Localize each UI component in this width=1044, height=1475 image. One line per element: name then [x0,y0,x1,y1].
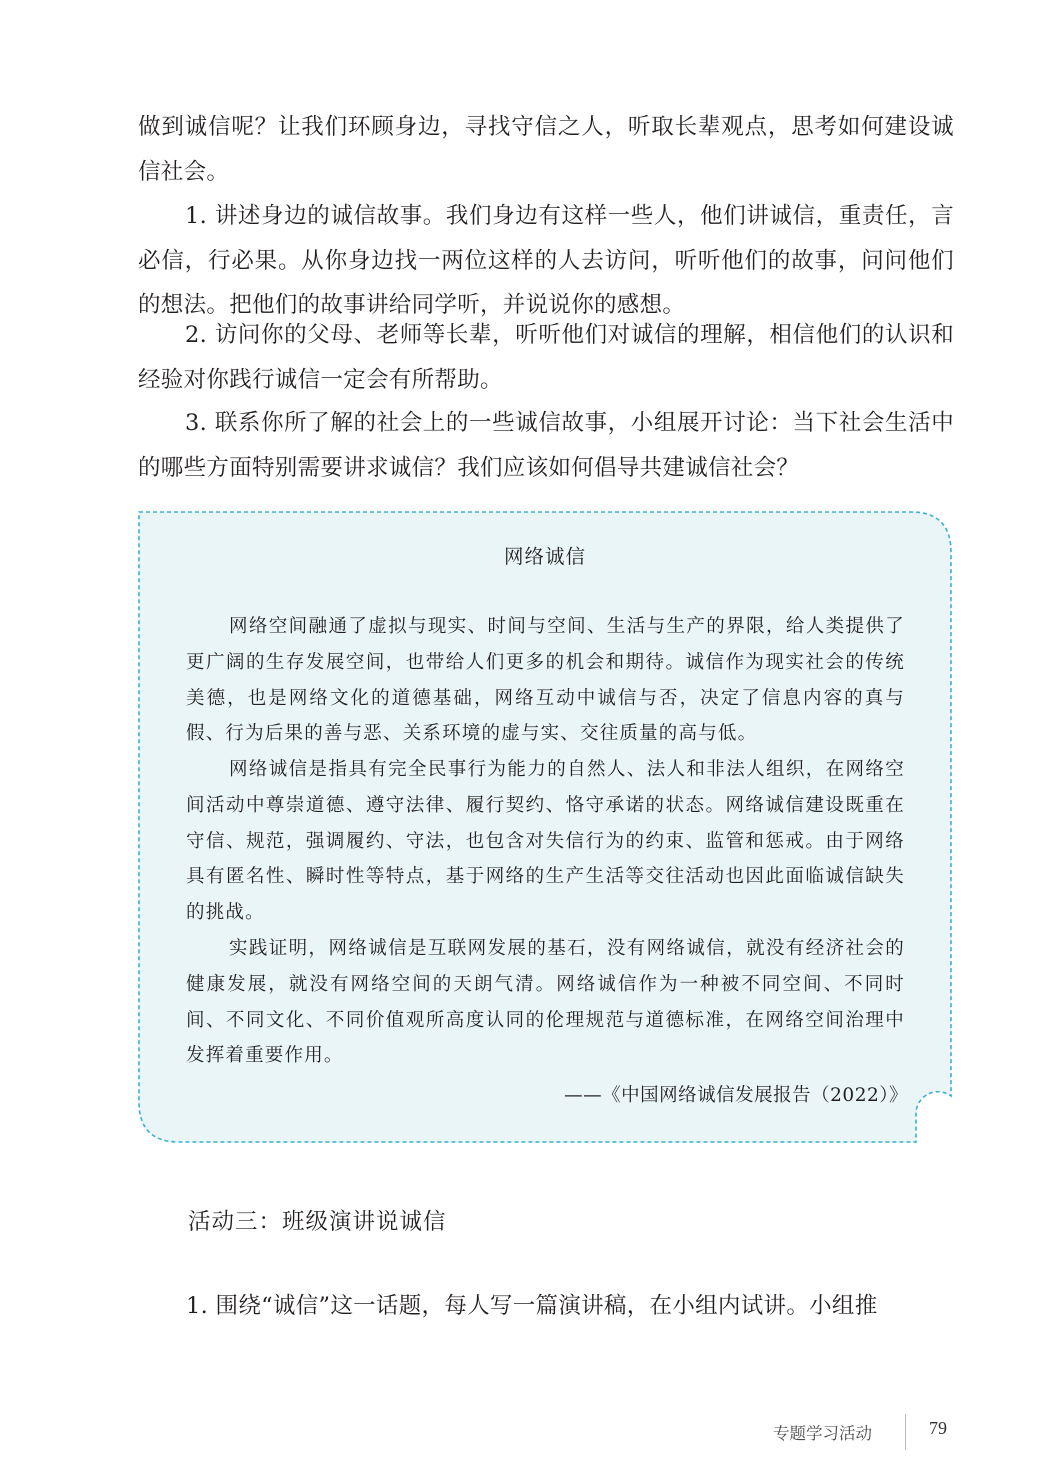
task-item-3: 3. 联系你所了解的社会上的一些诚信故事，小组展开讨论：当下社会生活中的哪些方面特别需要讲求诚信？我们应该如何倡导共建诚信社会？ [138,410,954,481]
page-number: 79 [929,1418,947,1438]
info-box-title: 网络诚信 [503,545,586,568]
footer-divider [905,1414,906,1450]
info-box-paragraph-1: 网络空间融通了虚拟与现实、时间与空间、生活与生产的界限，给人类提供了更广阔的生存发展空间，也带给人们更多的机会和期待。诚信作为现实社会的传统美德，也是网络文化的道德基础，网络互动中诚信与否，决定了信息内容的真与假、行为后果的善与恶、关系环境的虚与实、交往质量的高与低。 [186,616,905,745]
info-box-paragraph-2: 网络诚信是指具有完全民事行为能力的自然人、法人和非法人组织，在网络空间活动中尊崇道德、遵守法律、履行契约、恪守承诺的状态。网络诚信建设既重在守信、规范，强调履约、守法，也包含对失信行为的约束、监管和惩戒。由于网络具有匿名性、瞬时性等特点，基于网络的生产生活等交往活动也因此面临诚信缺失的挑战。 [186,759,905,924]
info-box-network-integrity [138,511,952,1143]
info-box-paragraph-3: 实践证明，网络诚信是互联网发展的基石，没有网络诚信，就没有经济社会的健康发展，就没有网络空间的天朗气清。网络诚信作为一种被不同空间、不同时间、不同文化、不同价值观所高度认同的伦理规范与道德标准，在网络空间治理中发挥着重要作用。 [186,938,905,1067]
info-box-source: ——《中国网络诚信发展报告（2022）》 [564,1085,908,1106]
intro-paragraph: 做到诚信呢？让我们环顾身边，寻找守信之人，听取长辈观点，思考如何建设诚信社会。 [138,114,954,185]
activity-title: 活动三：班级演讲说诚信 [188,1209,447,1235]
task-item-1: 1. 讲述身边的诚信故事。我们身边有这样一些人，他们讲诚信，重责任，言必信，行必果。从你身边找一两位这样的人去访问，听听他们的故事，问问他们的想法。把他们的故事讲给同学听，并说说你的感想。 [138,203,954,318]
footer-section-label: 专题学习活动 [773,1424,872,1443]
activity-item-1: 1. 围绕“诚信”这一话题，每人写一篇演讲稿，在小组内试讲。小组推 [186,1293,878,1319]
task-item-2: 2. 访问你的父母、老师等长辈，听听他们对诚信的理解，相信他们的认识和经验对你践行诚信一定会有所帮助。 [138,322,954,393]
